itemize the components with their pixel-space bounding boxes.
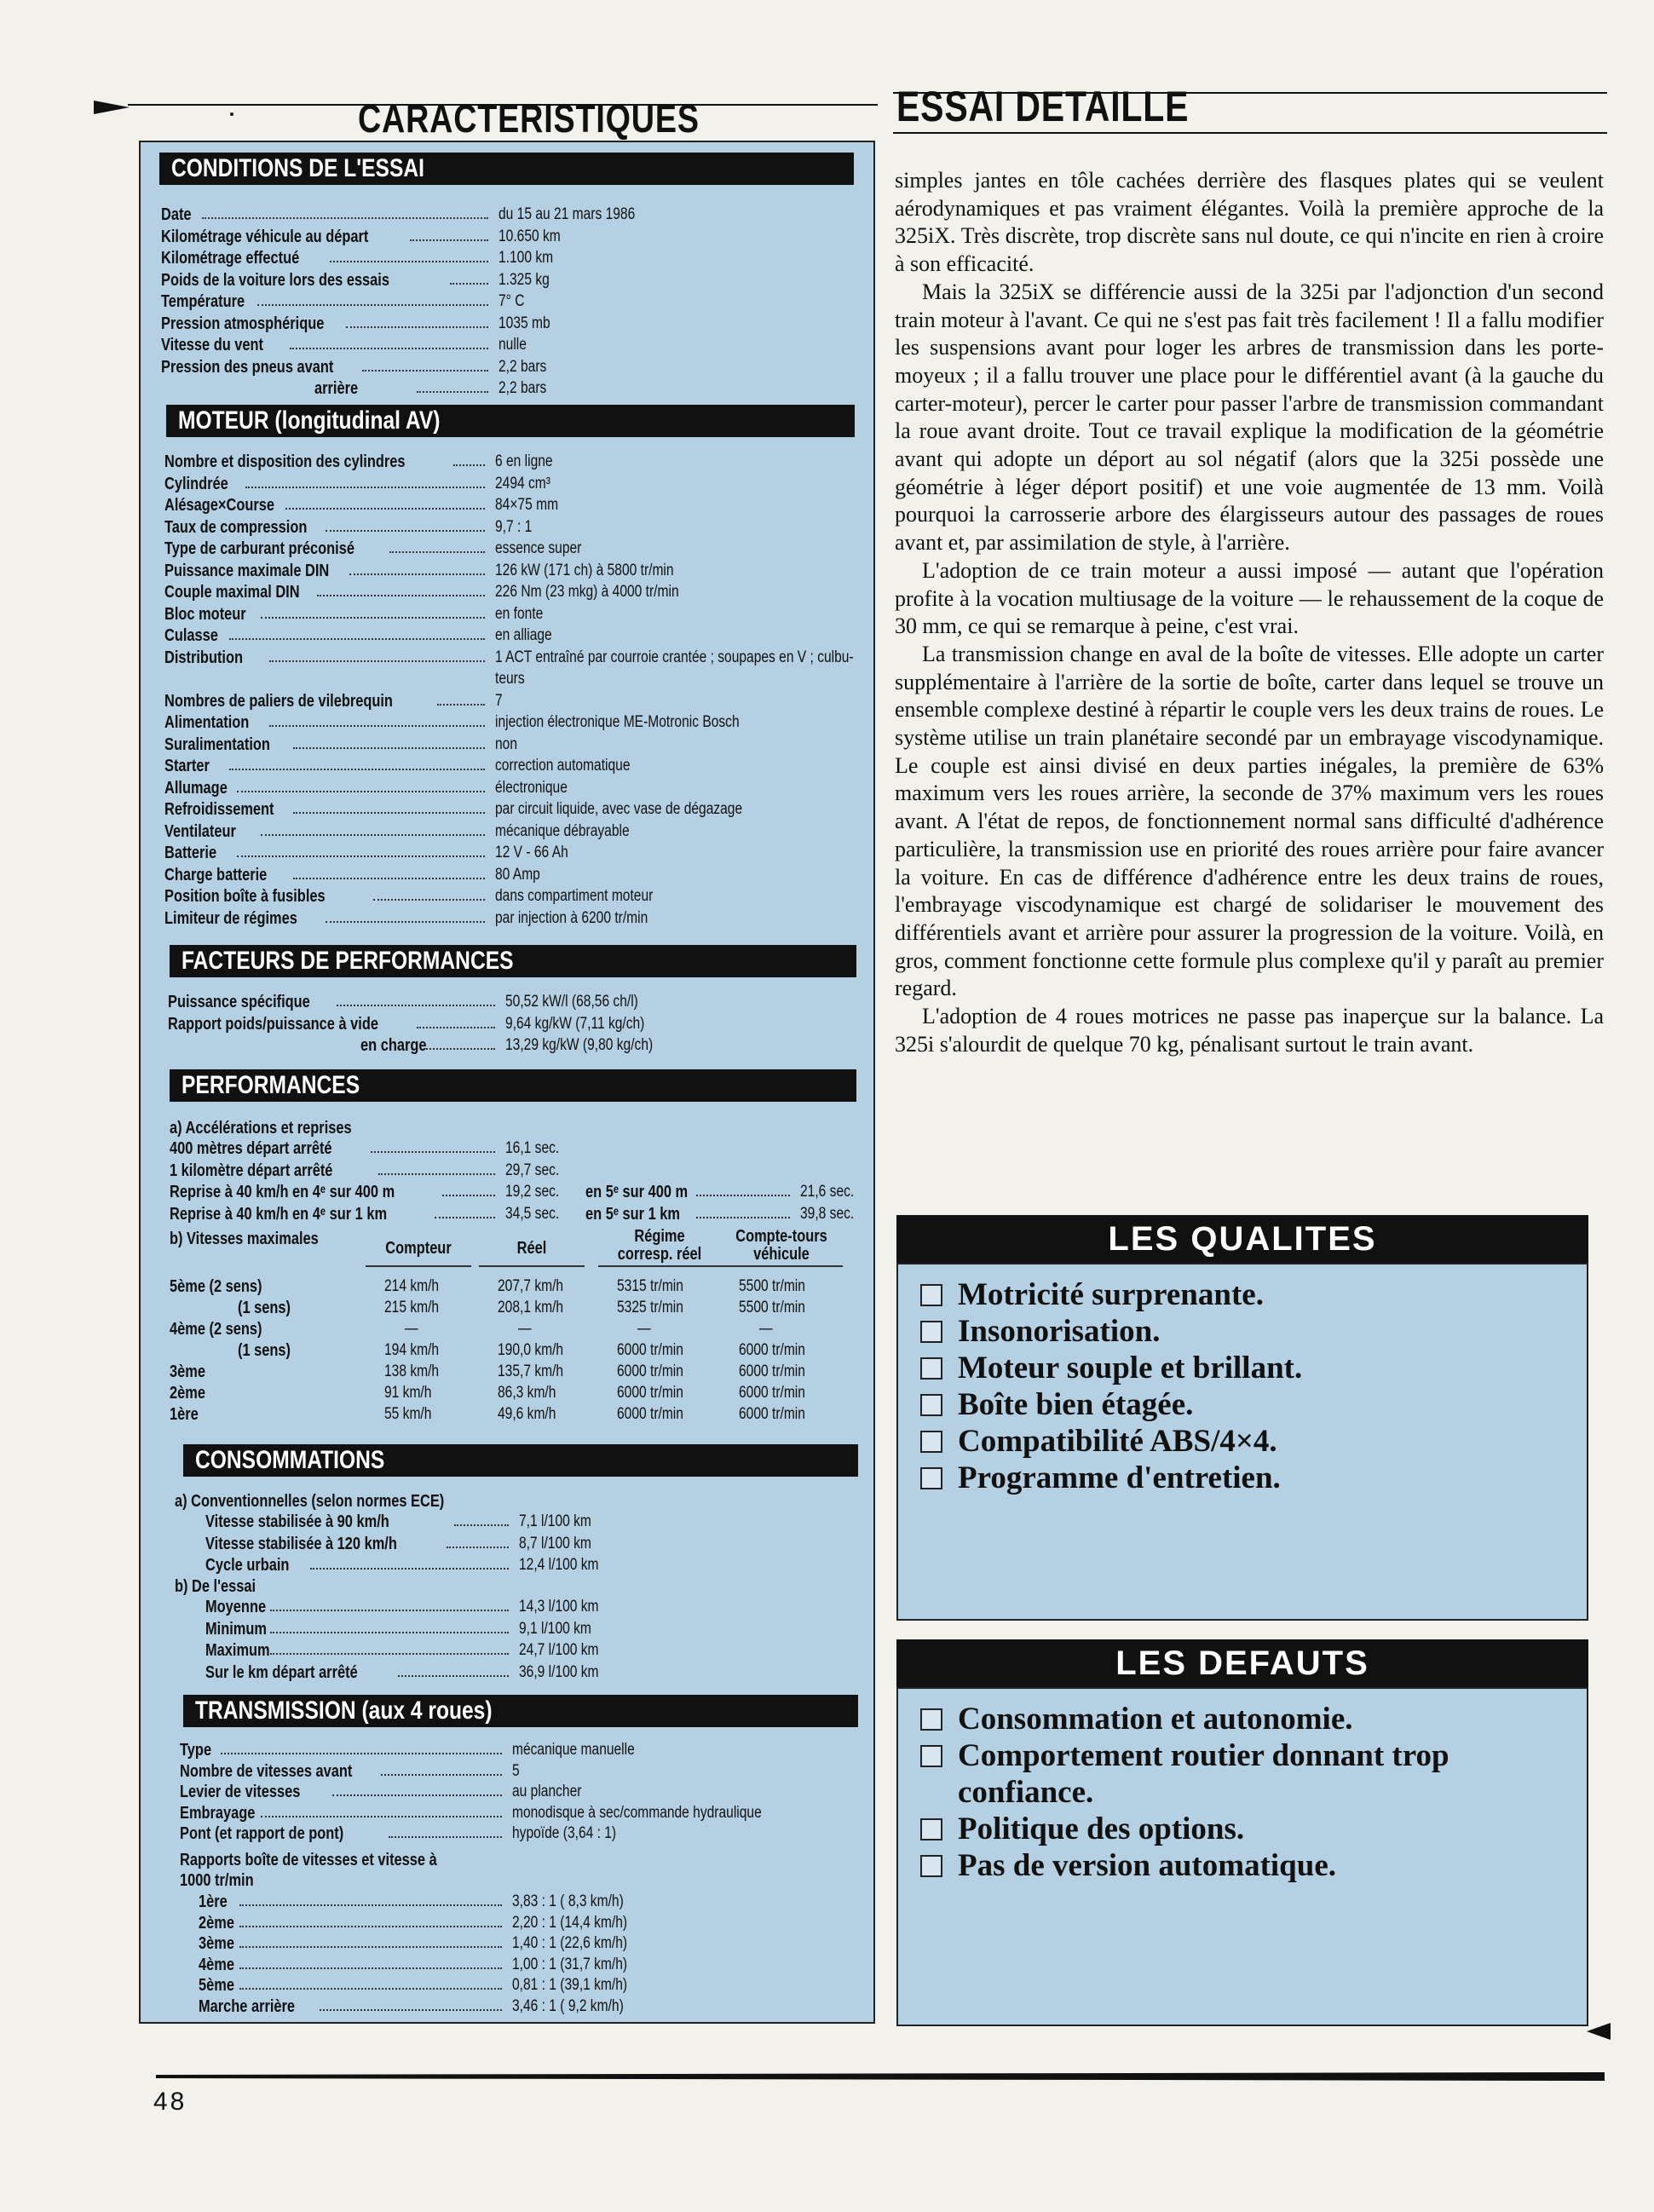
speed-cell: 5325 tr/min [617, 1299, 683, 1316]
speed-table [170, 1227, 851, 1434]
leader-dots [261, 1816, 502, 1817]
checkbox-icon [920, 1855, 942, 1877]
checkbox-icon [920, 1818, 942, 1840]
checkbox-icon [920, 1321, 942, 1343]
spec-label: Taux de compression [164, 517, 308, 537]
leader-dots [435, 1217, 495, 1218]
spec-label: Position boîte à fusibles [164, 887, 326, 906]
spec-value: 29,7 sec. [505, 1161, 560, 1179]
spec-value: 50,52 kW/l (68,56 ch/l) [505, 993, 638, 1011]
checkbox-icon [920, 1467, 942, 1489]
facteurs-heading: FACTEURS DE PERFORMANCES [170, 945, 856, 977]
spec-value: 2,2 bars [499, 379, 547, 397]
spec-label: Minimum [205, 1619, 267, 1639]
checklist-item [898, 1737, 1587, 1811]
speed-cell: 5500 tr/min [739, 1277, 805, 1295]
leader-dots [389, 551, 485, 553]
spec-label: Nombre de vitesses avant [180, 1761, 353, 1781]
spec-value: en fonte [495, 604, 544, 623]
spec-value: 226 Nm (23 mkg) à 4000 tr/min [495, 583, 679, 601]
spec-value: 9,1 l/100 km [519, 1619, 591, 1638]
checklist-item-label: Programme d'entretien. [958, 1460, 1281, 1495]
spec-label: Type [180, 1741, 212, 1760]
spec-extra-value: 21,6 sec. [800, 1183, 855, 1201]
leader-dots [261, 617, 485, 619]
spec-value: 19,2 sec. [505, 1183, 560, 1201]
article-paragraph: L'adoption de ce train moteur a aussi imposé — autant que l'opération profite à la vocation multiusage de la voiture — le rehaussement de la coque de 30 mm, ce qui se remarque à peine, c'est vrai. [895, 557, 1604, 639]
spec-label: Batterie [164, 844, 217, 862]
leader-dots [454, 1524, 509, 1526]
spec-value: 6 en ligne [495, 452, 553, 470]
spec-label: Ventilateur [164, 821, 236, 841]
left-section-title: CARACTERISTIQUES [358, 96, 700, 141]
conso-sub-a: a) Conventionnelles (selon normes ECE) [175, 1492, 445, 1511]
speed-row-label: 5ème (2 sens) [170, 1277, 262, 1296]
speed-cell: 190,0 km/h [498, 1341, 564, 1359]
speed-cell: 194 km/h [384, 1341, 440, 1359]
spec-label: Cylindrée [164, 474, 228, 493]
spec-label: Nombres de paliers de vilebrequin [164, 691, 393, 711]
leader-dots [270, 1632, 509, 1633]
checklist-item [898, 1701, 1587, 1737]
leader-dots [696, 1195, 790, 1196]
speed-cell: — [759, 1320, 773, 1338]
ratios-title-2: 1000 tr/min [180, 1871, 254, 1890]
checklist-item [898, 1386, 1587, 1423]
qualites-heading: LES QUALITES [896, 1215, 1588, 1263]
speed-row-label: (1 sens) [238, 1341, 291, 1360]
speed-cell: 5500 tr/min [739, 1299, 805, 1316]
leader-dots [317, 595, 485, 596]
header-arrow-left [94, 101, 130, 114]
leader-dots [330, 261, 488, 262]
spec-label: Marche arrière [199, 1996, 296, 2016]
leader-dots [221, 1753, 502, 1754]
speed-cell: 5315 tr/min [617, 1277, 683, 1295]
spec-value: 2,2 bars [499, 357, 547, 376]
column-underline [479, 1265, 585, 1267]
leader-dots [290, 348, 488, 349]
spec-label: 4ème [199, 1955, 234, 1974]
spec-value: 1 ACT entraîné par courroie crantée ; soupapes en V ; culbu- [495, 648, 854, 666]
vmax-subtitle: b) Vitesses maximales [170, 1230, 319, 1248]
leader-dots [245, 487, 485, 488]
spec-value: mécanique débrayable [495, 821, 630, 840]
spec-value: injection électronique ME-Motronic Bosch [495, 713, 740, 731]
spec-value: nulle [499, 336, 527, 354]
speed-col-header: Réel [516, 1239, 547, 1258]
speed-cell: 6000 tr/min [617, 1362, 683, 1380]
spec-label: arrière [314, 379, 359, 398]
spec-value: monodisque à sec/commande hydraulique [512, 1803, 762, 1822]
spec-value: 7,1 l/100 km [519, 1512, 591, 1530]
leader-dots [417, 1027, 495, 1028]
leader-dots [696, 1217, 790, 1218]
speed-cell: 214 km/h [384, 1277, 440, 1295]
checklist-item [898, 1350, 1587, 1386]
leader-dots [261, 834, 485, 836]
speed-cell: 6000 tr/min [617, 1341, 683, 1359]
spec-label: Reprise à 40 km/h en 4ᵉ sur 1 km [170, 1204, 388, 1224]
article-paragraph: La transmission change en aval de la boîte de vitesses. Elle adopte un carter supplémentaire à l'arrière de la sortie de boîte, carter dans lequel se trouve un ensemble complexe destiné à répartir le couple vers les deux trains de roues. Le système utilise un train planétaire secondé par un embrayage viscodynamique. Le couple est ainsi divisé en deux parties inégales, la première de 63% maximum vers les roues arrière, la seconde de 37% maximum vers les roues avant. A l'état de repos, de fonctionnement normal sans difficulté d'adhérence particulière, la transmission use en priorité des roues arrière pour faire avancer la voiture. En cas de différence d'adhérence entre les deux trains de roues, l'embrayage viscodynamique est chargé de solidariser le mouvement des différentiels avant et arrière pour assurer la progression de la voiture. Voilà, en gros, comment fonctionne cette formule plus complexe qu'il y paraît au premier regard. [895, 641, 1604, 1001]
spec-value: hypoïde (3,64 : 1) [512, 1824, 617, 1842]
leader-dots [424, 1048, 495, 1050]
spec-value: 7 [495, 691, 503, 710]
leader-dots [398, 1675, 509, 1677]
speed-cell: — [518, 1320, 532, 1338]
checklist-item-label: Moteur souple et brillant. [958, 1351, 1303, 1385]
spec-value: 9,7 : 1 [495, 517, 533, 536]
spec-value: 10.650 km [499, 227, 561, 245]
column-underline [598, 1265, 721, 1267]
leader-dots [229, 769, 485, 770]
speed-cell: 91 km/h [384, 1384, 432, 1402]
performances-heading: PERFORMANCES [170, 1069, 856, 1102]
speed-row-label: 1ère [170, 1405, 199, 1424]
leader-dots [389, 1836, 502, 1838]
spec-value: 7° C [499, 292, 525, 310]
spec-label: Moyenne [205, 1598, 267, 1616]
spec-label: Allumage [164, 778, 228, 798]
leader-dots [453, 464, 485, 466]
checkbox-icon [920, 1745, 942, 1767]
spec-label: Couple maximal DIN [164, 583, 300, 602]
leader-dots [202, 217, 488, 219]
spec-label: Puissance maximale DIN [164, 561, 330, 580]
spec-value: 1035 mb [499, 314, 550, 332]
transmission-heading: TRANSMISSION (aux 4 roues) [183, 1695, 858, 1727]
speed-row-label: 2ème [170, 1384, 205, 1403]
spec-label: 3ème [199, 1934, 234, 1953]
spec-label: Reprise à 40 km/h en 4ᵉ sur 400 m [170, 1183, 395, 1201]
spec-value: correction automatique [495, 757, 631, 775]
checklist-item-label: Boîte bien étagée. [958, 1387, 1194, 1422]
spec-label: 1 kilomètre départ arrêté [170, 1161, 333, 1180]
spec-label: Vitesse stabilisée à 90 km/h [205, 1512, 389, 1531]
spec-label: Kilométrage véhicule au départ [161, 227, 369, 246]
spec-label: 2ème [199, 1913, 234, 1933]
spec-label: Date [161, 205, 192, 224]
spec-value: 1.100 km [499, 249, 554, 267]
speed-cell: 6000 tr/min [617, 1384, 683, 1402]
speed-cell: 55 km/h [384, 1405, 432, 1423]
speed-cell: — [637, 1320, 651, 1338]
speed-cell: 207,7 km/h [498, 1277, 564, 1295]
spec-label: Poids de la voiture lors des essais [161, 270, 389, 290]
spec-label: Maximum [205, 1641, 270, 1660]
leader-dots [285, 508, 485, 510]
checklist-item-label: Consommation et autonomie. [958, 1702, 1353, 1737]
spec-value: par circuit liquide, avec vase de dégazage [495, 800, 743, 818]
leader-dots [417, 391, 488, 393]
article-paragraph: L'adoption de 4 roues motrices ne passe pas inaperçue sur la balance. La 325i s'alourdit de quelque 70 kg, pénalisant surtout le train avant. [895, 1004, 1604, 1057]
checklist-item-label: Politique des options. [958, 1812, 1245, 1846]
spec-label: Vitesse du vent [161, 336, 264, 354]
conso-sub-b: b) De l'essai [175, 1577, 256, 1596]
speed-cell: 6000 tr/min [739, 1384, 805, 1402]
spec-label: Rapport poids/puissance à vide [168, 1014, 378, 1034]
leader-dots [269, 725, 485, 727]
speed-col-header: Régime corresp. réel [617, 1227, 702, 1264]
spec-value: électronique [495, 778, 568, 797]
spec-label: Alimentation [164, 713, 250, 732]
checklist-item [898, 1847, 1587, 1884]
leader-dots [270, 1653, 509, 1655]
checklist-item-label: Compatibilité ABS/4×4. [958, 1424, 1277, 1459]
spec-value: au plancher [512, 1783, 582, 1800]
leader-dots [442, 1195, 495, 1196]
leader-dots [293, 812, 485, 814]
speed-cell: 6000 tr/min [739, 1362, 805, 1380]
spec-value: 14,3 l/100 km [519, 1598, 599, 1616]
spec-value: dans compartiment moteur [495, 887, 654, 905]
leader-dots [310, 1568, 509, 1570]
conditions-heading: CONDITIONS DE L'ESSAI [159, 153, 854, 185]
speed-row-label: 3ème [170, 1362, 205, 1381]
speed-row-label: 4ème (2 sens) [170, 1320, 262, 1339]
spec-label: en charge [360, 1036, 427, 1055]
speed-cell: 6000 tr/min [739, 1405, 805, 1423]
leader-dots [326, 530, 485, 532]
spec-value: 0,81 : 1 (39,1 km/h) [512, 1976, 628, 1994]
footer-rule [156, 2072, 1605, 2081]
leader-dots [362, 370, 488, 372]
spec-value: 13,29 kg/kW (9,80 kg/ch) [505, 1036, 654, 1054]
speed-cell: 6000 tr/min [739, 1341, 805, 1359]
checklist-item-label: Motricité surprenante. [958, 1277, 1264, 1312]
page-number: 48 [153, 2088, 187, 2116]
spec-label: Starter [164, 757, 210, 775]
column-underline [366, 1265, 471, 1267]
spec-label: Alésage×Course [164, 496, 274, 515]
spec-label: Charge batterie [164, 865, 268, 884]
leader-dots [269, 660, 485, 662]
checkbox-icon [920, 1431, 942, 1453]
leader-dots [239, 1967, 502, 1969]
checkbox-icon [920, 1284, 942, 1306]
spec-value: 1,00 : 1 (31,7 km/h) [512, 1955, 628, 1973]
speed-cell: 135,7 km/h [498, 1362, 564, 1380]
spec-value: 2494 cm³ [495, 474, 550, 493]
accel-subtitle: a) Accélérations et reprises [170, 1119, 352, 1138]
spec-label: Bloc moteur [164, 604, 246, 624]
article-paragraph: simples jantes en tôle cachées derrière des flasques plates qui se veulent aérodynamiques et pas vraiment élégantes. Voilà la première approche de la 325iX. Très discrète, trop discrète sans nul doute, ce qui n'incite en rien à croire à son efficacité. [895, 168, 1604, 277]
right-section-title: ESSAI DETAILLE [896, 83, 1190, 130]
leader-dots [237, 855, 485, 857]
spec-value: 84×75 mm [495, 496, 559, 514]
leader-dots [239, 1926, 502, 1927]
column-underline [720, 1265, 843, 1267]
spec-label: Levier de vitesses [180, 1783, 301, 1801]
spec-label: Sur le km départ arrêté [205, 1662, 358, 1682]
spec-value: mécanique manuelle [512, 1741, 635, 1759]
spec-label: Refroidissement [164, 800, 274, 819]
checklist-item [898, 1276, 1587, 1313]
qualites-box [896, 1263, 1588, 1621]
spec-label: Pont (et rapport de pont) [180, 1824, 344, 1843]
spec-label: Culasse [164, 626, 218, 645]
leader-dots [349, 573, 485, 575]
spec-value: teurs [495, 670, 525, 688]
spec-label: Distribution [164, 648, 244, 667]
checkbox-icon [920, 1708, 942, 1731]
checklist-item-label: Pas de version automatique. [958, 1848, 1336, 1883]
spec-label: Kilométrage effectué [161, 249, 300, 268]
spec-value: essence super [495, 539, 582, 557]
spec-extra-label: en 5ᵉ sur 400 m [585, 1183, 689, 1201]
speed-cell: 86,3 km/h [498, 1384, 556, 1402]
speed-cell: 215 km/h [384, 1299, 440, 1316]
leader-dots [320, 2009, 502, 2011]
spec-value: 12,4 l/100 km [519, 1556, 599, 1574]
leader-dots [293, 747, 485, 749]
spec-label: 1ère [199, 1892, 228, 1911]
speed-cell: 138 km/h [384, 1362, 440, 1380]
spec-value: 1.325 kg [499, 270, 550, 289]
checklist-item-label: Comportement routier donnant trop confiance. [958, 1738, 1449, 1810]
leader-dots [378, 1173, 495, 1175]
spec-extra-label: en 5ᵉ sur 1 km [585, 1204, 681, 1224]
speed-cell: 49,6 km/h [498, 1405, 556, 1423]
footer-arrow [1587, 2023, 1611, 2040]
leader-dots [239, 1946, 502, 1948]
header-rule-right [893, 132, 1607, 134]
spec-value: 36,9 l/100 km [519, 1662, 599, 1681]
leader-dots [346, 326, 488, 328]
spec-value: 16,1 sec. [505, 1139, 560, 1157]
article-body [895, 167, 1604, 1059]
leader-dots [373, 899, 485, 901]
spec-value: 80 Amp [495, 865, 540, 884]
spec-value: 3,46 : 1 ( 9,2 km/h) [512, 1996, 624, 2015]
checklist-item [898, 1460, 1587, 1496]
spec-value: par injection à 6200 tr/min [495, 908, 648, 927]
checklist-item [898, 1313, 1587, 1350]
spec-value: 2,20 : 1 (14,4 km/h) [512, 1913, 628, 1932]
spec-label: Pression des pneus avant [161, 357, 334, 377]
moteur-heading: MOTEUR (longitudinal AV) [166, 405, 855, 437]
spec-label: Suralimentation [164, 734, 270, 754]
leader-dots [437, 704, 485, 706]
spec-value: en alliage [495, 626, 552, 644]
specifications-panel [139, 141, 875, 2024]
spec-label: 400 mètres départ arrêté [170, 1139, 332, 1158]
checklist-item [898, 1423, 1587, 1460]
article-paragraph: Mais la 325iX se différencie aussi de la 325i par l'adjonction d'un second train moteur à l'avant. Ce qui ne s'est pas fait très facilement ! Il a fallu modifier les suspensions avant pour loger les arbres de transmission dans les porte-moyeux ; il a fallu trouver une place pour le différentiel avant (à la gauche du carter-moteur), percer le carter pour passer l'arbre de transmission commandant la roue avant droite. Tout ce travail explique la modification de la géométrie avant qui adopte un déport au sol négatif (alors que la 325i possède une géométrie à léger déport positif) et une voie augmentée de 13 mm. Voilà pourquoi la carrosserie arbore des élargisseurs autour des passages de roues avant et, par assimilation de style, à l'arrière. [895, 279, 1604, 556]
speed-col-header: Compte-tours véhicule [735, 1227, 827, 1264]
leader-dots [239, 1988, 502, 1990]
defauts-heading: LES DEFAUTS [896, 1639, 1588, 1687]
leader-dots [326, 921, 485, 923]
spec-value: du 15 au 21 mars 1986 [499, 205, 636, 223]
leader-dots [450, 283, 488, 285]
spec-value: 8,7 l/100 km [519, 1534, 591, 1552]
speed-cell: 208,1 km/h [498, 1299, 564, 1316]
spec-label: 5ème [199, 1976, 234, 1995]
spec-label: Limiteur de régimes [164, 908, 297, 928]
leader-dots [332, 1794, 502, 1796]
defauts-box [896, 1687, 1588, 2026]
spec-value: 1,40 : 1 (22,6 km/h) [512, 1934, 628, 1952]
leader-dots [257, 304, 488, 306]
spec-extra-value: 39,8 sec. [800, 1204, 855, 1223]
speed-row-label: (1 sens) [238, 1299, 291, 1317]
spec-value: 12 V - 66 Ah [495, 844, 568, 861]
spec-label: Pression atmosphérique [161, 314, 325, 333]
leader-dots [270, 1610, 509, 1611]
checklist-item [898, 1811, 1587, 1847]
spec-label: Type de carburant préconisé [164, 539, 354, 558]
spec-value: non [495, 734, 517, 753]
speed-col-header: Compteur [385, 1239, 452, 1258]
spec-value: 3,83 : 1 ( 8,3 km/h) [512, 1892, 624, 1910]
leader-dots [239, 1904, 502, 1906]
spec-label: Puissance spécifique [168, 993, 310, 1011]
leader-dots [337, 1005, 495, 1006]
spec-label: Vitesse stabilisée à 120 km/h [205, 1534, 397, 1553]
consommations-heading: CONSOMMATIONS [183, 1444, 858, 1477]
checkbox-icon [920, 1357, 942, 1380]
spec-label: Température [161, 292, 245, 311]
spec-label: Nombre et disposition des cylindres [164, 452, 406, 471]
checklist-item-label: Insonorisation. [958, 1314, 1161, 1349]
leader-dots [410, 239, 488, 241]
speed-cell: — [405, 1320, 418, 1338]
spec-value: 9,64 kg/kW (7,11 kg/ch) [505, 1014, 645, 1033]
leader-dots [237, 791, 485, 792]
spec-label: Embrayage [180, 1803, 256, 1823]
leader-dots [447, 1547, 509, 1548]
leader-dots [381, 1774, 502, 1776]
leader-dots [293, 878, 485, 879]
leader-dots [229, 638, 485, 640]
speed-cell: 6000 tr/min [617, 1405, 683, 1423]
print-dot [230, 112, 233, 116]
spec-value: 126 kW (171 ch) à 5800 tr/min [495, 561, 674, 579]
leader-dots [371, 1151, 495, 1153]
spec-value: 24,7 l/100 km [519, 1641, 599, 1659]
ratios-title-1: Rapports boîte de vitesses et vitesse à [180, 1851, 437, 1869]
spec-label: Cycle urbain [205, 1556, 290, 1575]
checkbox-icon [920, 1394, 942, 1416]
spec-value: 34,5 sec. [505, 1204, 560, 1223]
spec-value: 5 [512, 1761, 520, 1780]
